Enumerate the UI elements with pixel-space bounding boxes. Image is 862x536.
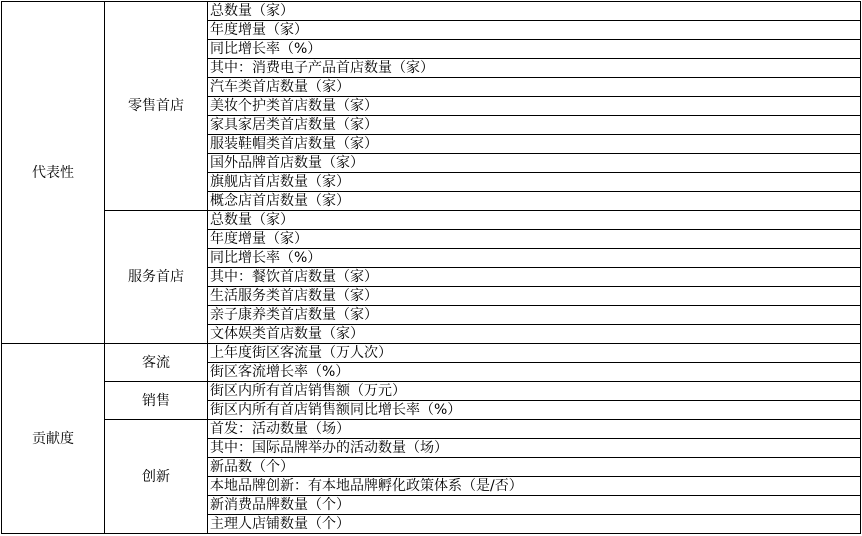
indicator-cell: 街区客流增长率（%） <box>208 363 861 382</box>
indicator-cell: 同比增长率（%） <box>208 40 861 59</box>
indicator-cell: 街区内所有首店销售额同比增长率（%） <box>208 401 861 420</box>
indicator-cell: 其中：餐饮首店数量（家） <box>208 268 861 287</box>
dimension-contribution: 贡献度 <box>2 344 105 534</box>
table-row <box>2 211 861 230</box>
category-service-first-store: 服务首店 <box>105 211 208 344</box>
indicator-cell: 街区内所有首店销售额（万元） <box>208 382 861 401</box>
category-retail-first-store: 零售首店 <box>105 2 208 211</box>
table-row <box>2 382 861 401</box>
dimension-representative: 代表性 <box>2 2 105 344</box>
indicator-cell: 其中：国际品牌举办的活动数量（场） <box>208 439 861 458</box>
table-row <box>2 2 861 21</box>
indicator-cell: 文体娱类首店数量（家） <box>208 325 861 344</box>
indicator-cell: 美妆个护类首店数量（家） <box>208 97 861 116</box>
indicator-cell: 上年度街区客流量（万人次） <box>208 344 861 363</box>
category-footfall: 客流 <box>105 344 208 382</box>
indicator-cell: 旗舰店首店数量（家） <box>208 173 861 192</box>
indicator-cell: 服装鞋帽类首店数量（家） <box>208 135 861 154</box>
indicator-cell: 亲子康养类首店数量（家） <box>208 306 861 325</box>
table-row <box>2 420 861 439</box>
category-sales: 销售 <box>105 382 208 420</box>
indicator-cell: 年度增量（家） <box>208 21 861 40</box>
indicator-cell: 国外品牌首店数量（家） <box>208 154 861 173</box>
indicator-cell: 汽车类首店数量（家） <box>208 78 861 97</box>
indicator-cell: 本地品牌创新：有本地品牌孵化政策体系（是/否） <box>208 477 861 496</box>
table-row <box>2 344 861 363</box>
indicator-cell: 主理人店铺数量（个） <box>208 515 861 534</box>
indicator-cell: 总数量（家） <box>208 2 861 21</box>
indicator-cell: 新品数（个） <box>208 458 861 477</box>
indicator-cell: 家具家居类首店数量（家） <box>208 116 861 135</box>
indicator-cell: 概念店首店数量（家） <box>208 192 861 211</box>
indicator-cell: 同比增长率（%） <box>208 249 861 268</box>
indicator-table <box>1 1 861 534</box>
indicator-cell: 新消费品牌数量（个） <box>208 496 861 515</box>
indicator-cell: 生活服务类首店数量（家） <box>208 287 861 306</box>
indicator-cell: 其中：消费电子产品首店数量（家） <box>208 59 861 78</box>
indicator-cell: 总数量（家） <box>208 211 861 230</box>
indicator-cell: 首发：活动数量（场） <box>208 420 861 439</box>
indicator-cell: 年度增量（家） <box>208 230 861 249</box>
category-innovation: 创新 <box>105 420 208 534</box>
